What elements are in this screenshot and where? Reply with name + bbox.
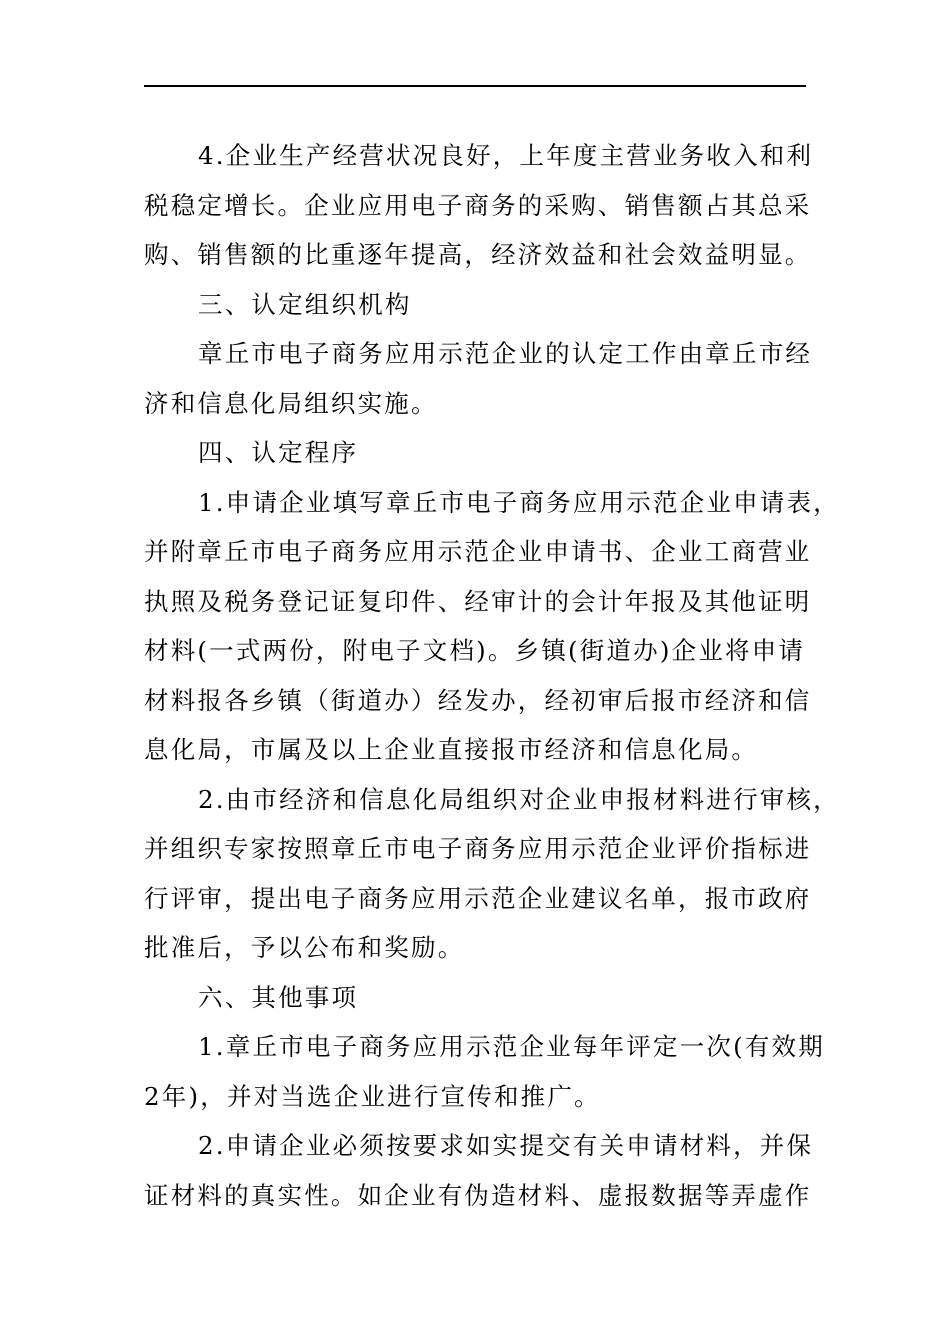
section-heading-3	[144, 280, 808, 330]
text-line: 证材料的真实性。如企业有伪造材料、虚报数据等弄虚作	[144, 1180, 812, 1210]
text-line: 批准后，予以公布和奖励。	[144, 933, 465, 962]
document-body	[144, 131, 840, 1220]
text-line: 行评审，提出电子商务应用示范企业建议名单，报市政府	[144, 883, 812, 913]
text-line: 2.由市经济和信息化局组织对企业申报材料进行审核，	[198, 784, 840, 814]
text-line: 材料(一式两份，附电子文档)。乡镇(街道办)企业将申请	[144, 636, 806, 665]
text-line: 并组织专家按照章丘市电子商务应用示范企业评价指标进	[144, 834, 812, 863]
text-line: 税稳定增长。企业应用电子商务的采购、销售额占其总采	[144, 190, 812, 220]
paragraph-procedure-1	[144, 478, 840, 775]
paragraph-other-2	[144, 1121, 814, 1220]
text-line: 执照及税务登记证复印件、经审计的会计年报及其他证明	[144, 586, 812, 616]
header-rule	[144, 85, 806, 87]
text-line: 1.申请企业填写章丘市电子商务应用示范企业申请表，	[198, 487, 840, 517]
text-line: 材料报各乡镇（街道办）经发办，经初审后报市经济和信	[144, 685, 812, 715]
text-line: 2年)，并对当选企业进行宣传和推广。	[144, 1081, 601, 1111]
section-heading-6	[144, 973, 808, 1023]
heading-text: 三、认定组织机构	[198, 289, 412, 319]
paragraph-organization	[144, 329, 813, 428]
text-line: 2.申请企业必须按要求如实提交有关申请材料，并保	[198, 1131, 814, 1160]
section-heading-4	[144, 428, 808, 478]
heading-text: 四、认定程序	[198, 438, 359, 467]
paragraph-other-1	[144, 1022, 825, 1121]
text-line: 4.企业生产经营状况良好，上年度主营业务收入和利	[198, 141, 814, 170]
paragraph-procedure-2	[144, 775, 840, 973]
heading-text: 六、其他事项	[198, 982, 359, 1012]
text-line: 济和信息化局组织实施。	[144, 388, 438, 418]
text-line: 1.章丘市电子商务应用示范企业每年评定一次(有效期	[198, 1032, 825, 1061]
text-line: 并附章丘市电子商务应用示范企业申请书、企业工商营业	[144, 537, 812, 566]
text-line: 章丘市电子商务应用示范企业的认定工作由章丘市经	[198, 339, 813, 368]
paragraph-item-4	[144, 131, 814, 280]
text-line: 购、销售额的比重逐年提高，经济效益和社会效益明显。	[144, 240, 812, 269]
text-line: 息化局，市属及以上企业直接报市经济和信息化局。	[144, 735, 759, 764]
